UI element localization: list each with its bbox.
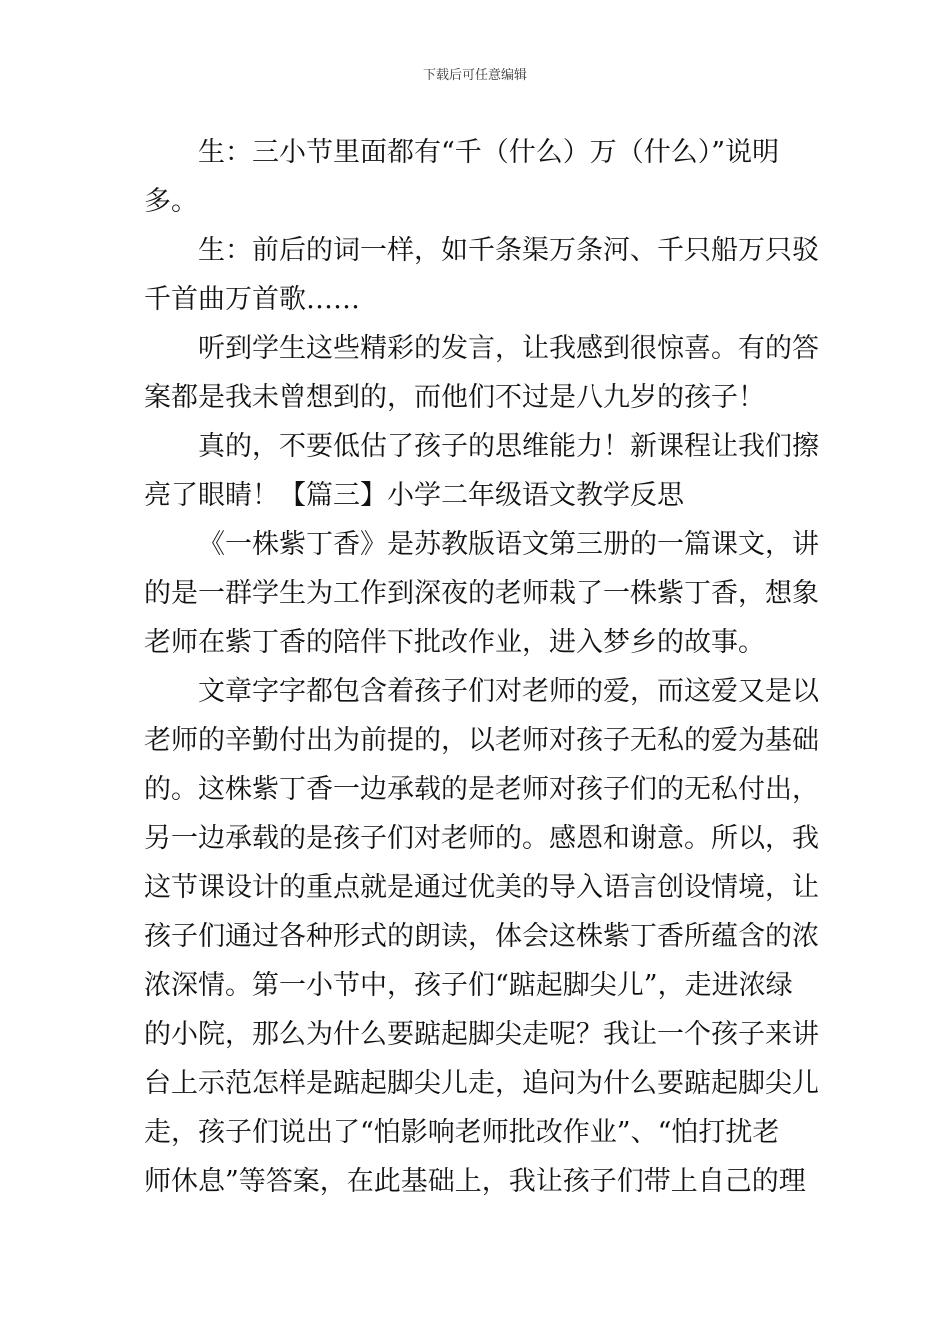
paragraph-line: 生：三小节里面都有“千（什么）万（什么）”说明 <box>198 137 780 168</box>
paragraph-line: 浓深情。第一小节中，孩子们“踮起脚尖儿”，走进浓绿 <box>144 970 793 1001</box>
page-header: 下载后可任意编辑 <box>422 68 527 83</box>
paragraph-line: 这节课设计的重点就是通过优美的导入语言创设情境，让 <box>144 872 819 903</box>
paragraph-line: 听到学生这些精彩的发言，让我感到很惊喜。有的答 <box>198 333 819 364</box>
paragraph-line: 的是一群学生为工作到深夜的老师栽了一株紫丁香，想象 <box>144 578 819 609</box>
paragraph-line: 多。 <box>144 186 198 217</box>
paragraph-line: 师休息”等答案，在此基础上，我让孩子们带上自己的理 <box>144 1166 806 1197</box>
paragraph-line: 孩子们通过各种形式的朗读，体会这株紫丁香所蕴含的浓 <box>144 921 819 952</box>
paragraph-line: 文章字字都包含着孩子们对老师的爱，而这爱又是以 <box>198 676 819 707</box>
paragraph-line: 的。这株紫丁香一边承载的是老师对孩子们的无私付出， <box>144 774 819 805</box>
document-body <box>144 128 819 1206</box>
paragraph-line: 老师的辛勤付出为前提的，以老师对孩子无私的爱为基础 <box>144 725 819 756</box>
paragraph-line: 《一株紫丁香》是苏教版语文第三册的一篇课文，讲 <box>198 529 819 560</box>
paragraph-line: 老师在紫丁香的陪伴下批改作业，进入梦乡的故事。 <box>144 627 765 658</box>
paragraph-line: 另一边承载的是孩子们对老师的。感恩和谢意。所以，我 <box>144 823 819 854</box>
paragraph-line: 真的，不要低估了孩子的思维能力！新课程让我们擦 <box>198 431 819 462</box>
paragraph-line: 千首曲万首歌…… <box>144 284 360 315</box>
paragraph-line: 走，孩子们说出了“怕影响老师批改作业”、“怕打扰老 <box>144 1117 780 1148</box>
paragraph-line: 亮了眼睛！【篇三】小学二年级语文教学反思 <box>144 480 684 511</box>
paragraph-line: 案都是我未曾想到的，而他们不过是八九岁的孩子！ <box>144 382 765 413</box>
paragraph-line: 台上示范怎样是踮起脚尖儿走，追问为什么要踮起脚尖儿 <box>144 1068 819 1099</box>
paragraph-line: 生：前后的词一样，如千条渠万条河、千只船万只驳 <box>198 235 819 266</box>
paragraph-line: 的小院，那么为什么要踮起脚尖走呢？我让一个孩子来讲 <box>144 1019 819 1050</box>
